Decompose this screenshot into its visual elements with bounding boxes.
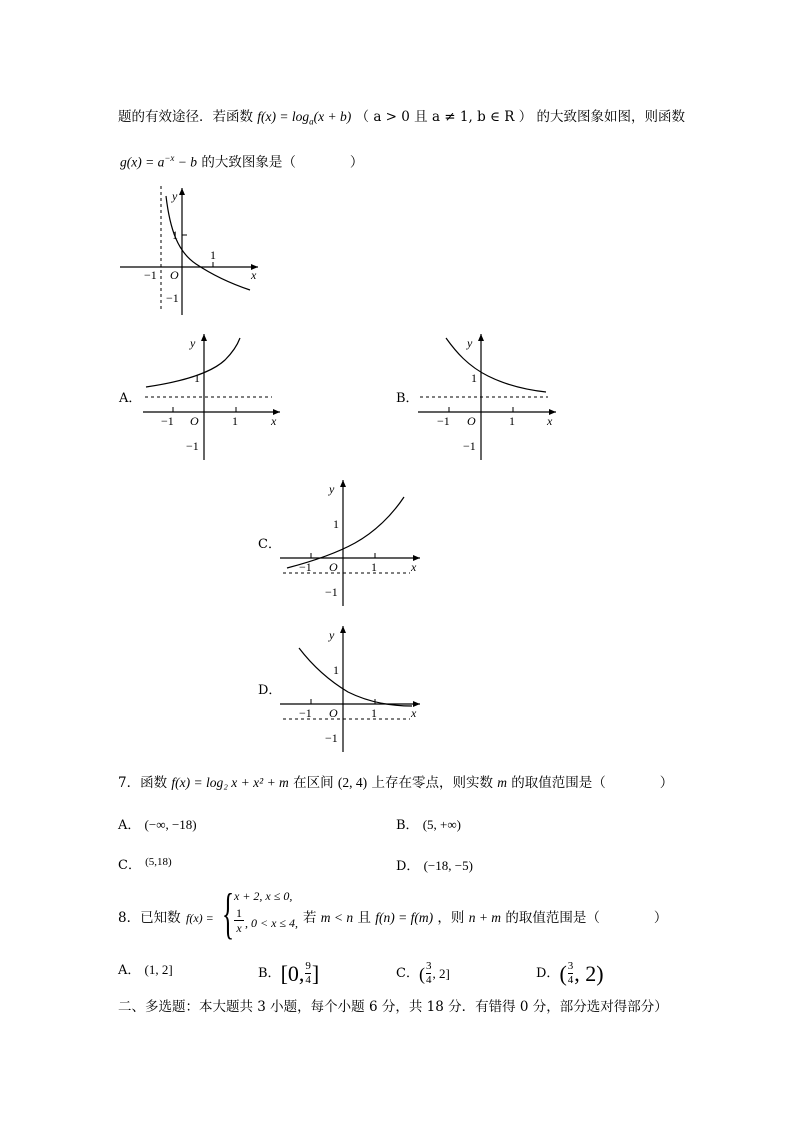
q8-option-b-fraction bbox=[305, 960, 311, 987]
option-d-label[interactable]: D． bbox=[258, 683, 282, 698]
graph-a-y-label: y bbox=[190, 336, 196, 350]
graph-b-1-y: 1 bbox=[471, 371, 477, 385]
q7-text-b: 上存在零点，则实数 bbox=[371, 775, 493, 791]
graph-a bbox=[143, 334, 280, 460]
q8-option-a-value: (1, 2] bbox=[144, 962, 173, 977]
q8-text-b: 且 bbox=[357, 910, 371, 926]
given-tick-1-x: 1 bbox=[210, 248, 216, 262]
q8-case2-cond: , 0 < x ≤ 4, bbox=[245, 916, 299, 930]
graph-a-1-x: 1 bbox=[232, 414, 238, 428]
q8-fx: f(x) = bbox=[186, 911, 214, 925]
graph-d-1-y: 1 bbox=[333, 663, 339, 677]
graph-a-neg1-y: −1 bbox=[186, 439, 199, 453]
q8-option-d-fraction bbox=[568, 960, 574, 987]
q7-number: 7．函数 bbox=[118, 775, 168, 791]
intro-formula-g-tail: − b bbox=[174, 154, 198, 170]
graph-d-1-x: 1 bbox=[371, 706, 377, 720]
graph-d bbox=[280, 626, 420, 752]
q7-text-c: 的取值范围是（ ） bbox=[511, 775, 674, 791]
q7-option-d[interactable] bbox=[396, 856, 473, 877]
q8-option-d[interactable] bbox=[536, 960, 604, 987]
q8-brace: { bbox=[222, 883, 235, 945]
intro-question-text: 的大致图象是（ ） bbox=[201, 154, 364, 171]
q8-option-d-num: 3 bbox=[567, 960, 574, 972]
graph-b-curve bbox=[446, 338, 546, 392]
graph-c-curve bbox=[287, 497, 404, 568]
q8-option-b-post: ] bbox=[311, 960, 320, 986]
q8-text-a: 若 bbox=[303, 910, 317, 926]
q7-option-b[interactable] bbox=[396, 815, 461, 836]
q8-option-d-post: , 2) bbox=[574, 960, 604, 986]
graph-c-neg1-x: −1 bbox=[299, 560, 312, 574]
q7-option-a-value: (−∞, −18) bbox=[144, 817, 197, 832]
given-origin: O bbox=[170, 268, 179, 282]
given-tick-1-y: 1 bbox=[172, 228, 178, 242]
option-c-label[interactable]: C． bbox=[258, 537, 281, 552]
q8-option-a-label: A． bbox=[118, 963, 141, 978]
graph-c-x-label: x bbox=[411, 560, 417, 574]
q8-option-d-label: D． bbox=[536, 965, 560, 981]
q8-case2-num: 1 bbox=[236, 906, 242, 920]
intro-formula-f: f(x) = log bbox=[257, 109, 310, 124]
graph-d-x-label: x bbox=[411, 706, 417, 720]
q7-stem bbox=[118, 773, 673, 793]
graph-c bbox=[280, 480, 420, 606]
graph-a-origin: O bbox=[190, 414, 199, 428]
intro-formula-tail: (x + b) bbox=[313, 109, 352, 124]
q8-number: 8．已知数 bbox=[118, 910, 181, 926]
graph-c-y-label: y bbox=[329, 482, 335, 496]
q8-option-d-pre: ( bbox=[559, 960, 567, 986]
graph-d-origin: O bbox=[329, 706, 338, 720]
q8-tail bbox=[303, 908, 667, 928]
q8-cond2: f(n) = f(m) bbox=[375, 910, 434, 925]
graph-d-neg1-x: −1 bbox=[299, 706, 312, 720]
graph-a-neg1-x: −1 bbox=[161, 414, 174, 428]
q8-option-b-den: 4 bbox=[305, 974, 311, 986]
q8-option-b-num: 9 bbox=[305, 960, 311, 972]
q8-text-d: 的取值范围是（ ） bbox=[505, 910, 668, 926]
graph-d-curve bbox=[299, 648, 412, 706]
q8-option-c-den: 4 bbox=[425, 974, 432, 986]
graph-b-x-label: x bbox=[547, 414, 553, 428]
q8-case2-den: x bbox=[236, 921, 242, 935]
graph-a-1-y: 1 bbox=[194, 371, 200, 385]
q8-option-c-label: C． bbox=[396, 965, 419, 981]
intro-exponent: −x bbox=[164, 153, 175, 163]
intro-text-a: 题的有效途径．若函数 bbox=[118, 109, 253, 125]
graph-b-1-x: 1 bbox=[509, 414, 515, 428]
q7-option-d-label: D． bbox=[396, 859, 420, 874]
q7-var: m bbox=[497, 775, 507, 790]
q8-option-b[interactable] bbox=[258, 960, 319, 987]
q8-option-a[interactable] bbox=[118, 960, 173, 981]
intro-condition: （ a > 0 且 a ≠ 1, b ∈ R ） bbox=[355, 109, 533, 125]
q7-option-c-label: C． bbox=[118, 858, 141, 873]
q8-option-c-post: , 2] bbox=[432, 965, 450, 981]
q7-option-b-label: B． bbox=[396, 818, 419, 833]
given-x-label: x bbox=[251, 268, 257, 282]
q7-option-d-value: (−18, −5) bbox=[423, 858, 473, 873]
intro-log-base: a bbox=[309, 116, 314, 127]
graph-b-y-label: y bbox=[467, 336, 473, 350]
q8-option-c[interactable] bbox=[396, 960, 450, 987]
q7-option-c-value: (5,18) bbox=[145, 856, 172, 868]
graph-c-1-x: 1 bbox=[371, 560, 377, 574]
q7-option-c[interactable] bbox=[118, 856, 172, 876]
q7-option-a[interactable] bbox=[118, 815, 197, 836]
q7-interval: (2, 4) bbox=[337, 775, 368, 790]
graph-b bbox=[418, 334, 556, 460]
q8-expr: n + m bbox=[468, 910, 502, 925]
q7-option-a-label: A． bbox=[118, 818, 141, 833]
given-tick-neg1-x: −1 bbox=[144, 268, 157, 282]
graph-c-1-y: 1 bbox=[333, 517, 339, 531]
graph-a-x-label: x bbox=[271, 414, 277, 428]
q8-text-c: ，则 bbox=[437, 910, 465, 926]
q7-formula: f(x) = log₂ x + x² + m bbox=[171, 775, 289, 790]
q8-option-c-num: 3 bbox=[425, 960, 432, 972]
graph-b-origin: O bbox=[467, 414, 476, 428]
given-y-label: y bbox=[172, 189, 178, 203]
given-graph bbox=[120, 186, 258, 315]
q8-option-b-label: B． bbox=[258, 965, 281, 981]
intro-text-b: 的大致图象如图，则函数 bbox=[536, 109, 686, 125]
q8-case2-fraction bbox=[234, 906, 244, 935]
graph-c-origin: O bbox=[329, 560, 338, 574]
intro-formula-g: g(x) = a bbox=[120, 154, 165, 170]
graph-b-neg1-x: −1 bbox=[437, 414, 450, 428]
option-a-label[interactable]: A． bbox=[119, 391, 142, 406]
section-2-heading: 二、多选题：本大题共 3 小题，每个小题 6 分，共 18 分．有错得 0 分，部分选对得部分） bbox=[118, 999, 668, 1015]
given-tick-neg1-y: −1 bbox=[166, 291, 179, 305]
graph-c-neg1-y: −1 bbox=[325, 585, 338, 599]
q8-option-b-pre: [0, bbox=[280, 960, 305, 986]
q8-option-c-fraction bbox=[426, 960, 432, 987]
graph-d-y-label: y bbox=[329, 628, 335, 642]
graph-d-neg1-y: −1 bbox=[325, 731, 338, 745]
q8-case1: x + 2, x ≤ 0, bbox=[234, 889, 293, 903]
q7-option-b-value: (5, +∞) bbox=[422, 817, 461, 832]
q8-option-c-pre: ( bbox=[418, 963, 425, 984]
q8-cond1: m < n bbox=[320, 910, 354, 925]
q8-option-d-den: 4 bbox=[567, 974, 574, 986]
graph-b-neg1-y: −1 bbox=[463, 439, 476, 453]
q7-text-a: 在区间 bbox=[293, 775, 334, 791]
option-b-label[interactable]: B． bbox=[396, 391, 419, 406]
